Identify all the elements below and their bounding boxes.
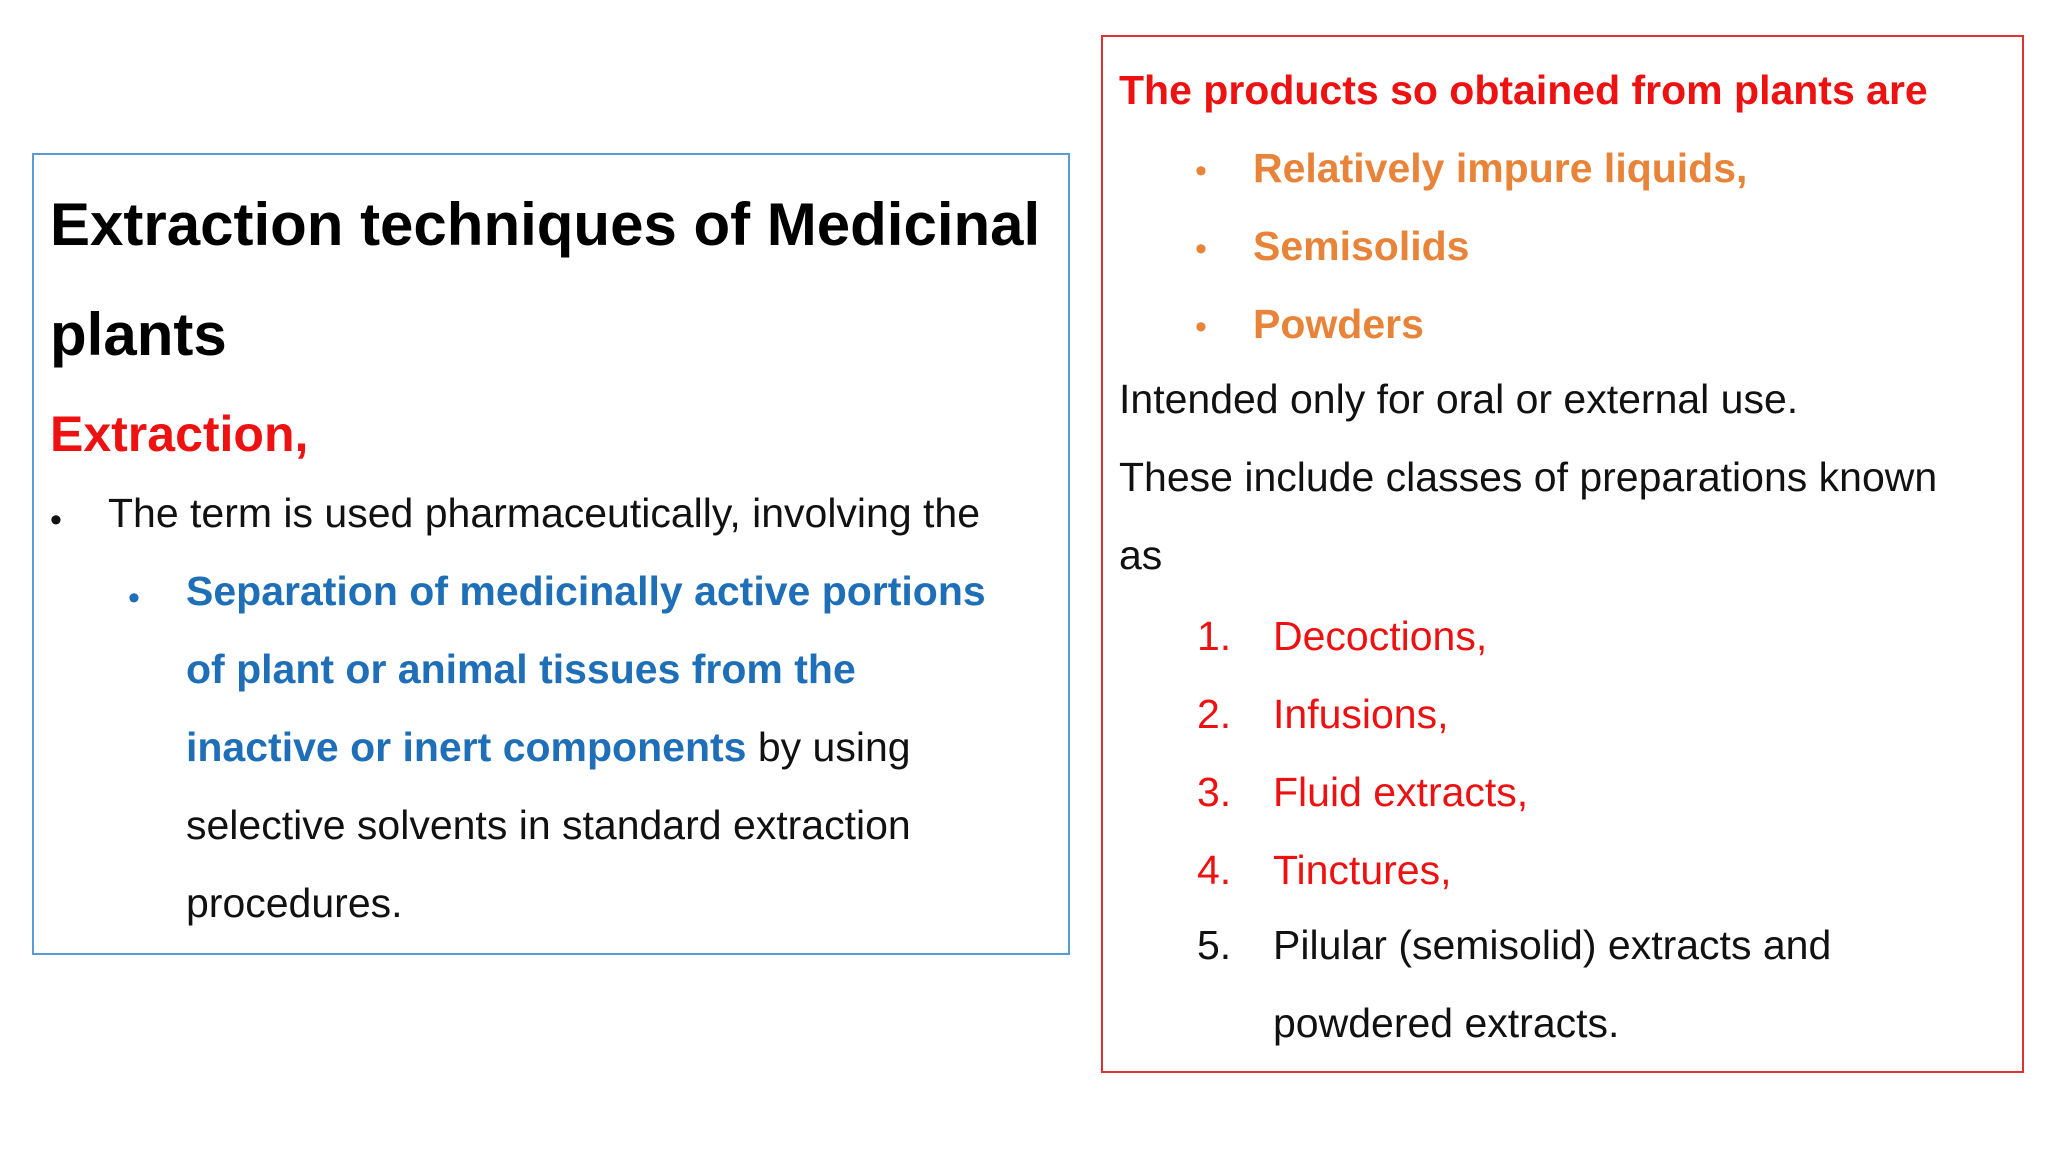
product-bullet-icon: •	[1195, 152, 1207, 190]
products-heading: The products so obtained from plants are	[1119, 67, 1928, 113]
preparation-number: 3.	[1197, 769, 1232, 815]
product-bullet-icon: •	[1195, 230, 1207, 268]
sub-bullet-line-3-rest: by using	[746, 724, 911, 770]
extraction-definition-panel	[32, 153, 1070, 955]
preparation-item-1: Decoctions,	[1273, 613, 1488, 659]
preparation-item-5: Pilular (semisolid) extracts and	[1273, 922, 1832, 968]
preparation-number: 4.	[1197, 847, 1232, 893]
sub-bullet-line-5: procedures.	[186, 880, 403, 926]
classes-line-2: as	[1119, 532, 1163, 578]
title-line-2: plants	[50, 301, 227, 368]
preparation-number: 1.	[1197, 613, 1232, 659]
sub-bullet-icon: •	[128, 579, 140, 617]
product-item-3: Powders	[1253, 301, 1424, 347]
product-bullet-icon: •	[1195, 308, 1207, 346]
classes-line-1: These include classes of preparations known	[1119, 454, 1938, 500]
product-item-1: Relatively impure liquids,	[1253, 145, 1748, 191]
sub-bullet-line-1: Separation of medicinally active portions	[186, 568, 986, 614]
sub-bullet-line-3	[186, 724, 911, 770]
bullet-icon: •	[50, 501, 62, 539]
title-line-1: Extraction techniques of Medicinal	[50, 191, 1041, 258]
preparation-item-5-line-2: powdered extracts.	[1273, 1000, 1620, 1046]
preparation-number: 2.	[1197, 691, 1232, 737]
bullet-text: The term is used pharmaceutically, involving the	[108, 490, 981, 536]
product-item-2: Semisolids	[1253, 223, 1470, 269]
plant-products-panel	[1101, 35, 2024, 1073]
extraction-subheading: Extraction,	[50, 406, 309, 462]
use-note: Intended only for oral or external use.	[1119, 376, 1799, 422]
preparation-item-3: Fluid extracts,	[1273, 769, 1529, 815]
sub-bullet-line-4: selective solvents in standard extraction	[186, 802, 911, 848]
sub-bullet-line-3-emphasis: inactive or inert components	[186, 724, 747, 770]
preparation-number: 5.	[1197, 922, 1232, 968]
preparation-item-4: Tinctures,	[1273, 847, 1452, 893]
preparation-item-2: Infusions,	[1273, 691, 1449, 737]
sub-bullet-line-2: of plant or animal tissues from the	[186, 646, 856, 692]
